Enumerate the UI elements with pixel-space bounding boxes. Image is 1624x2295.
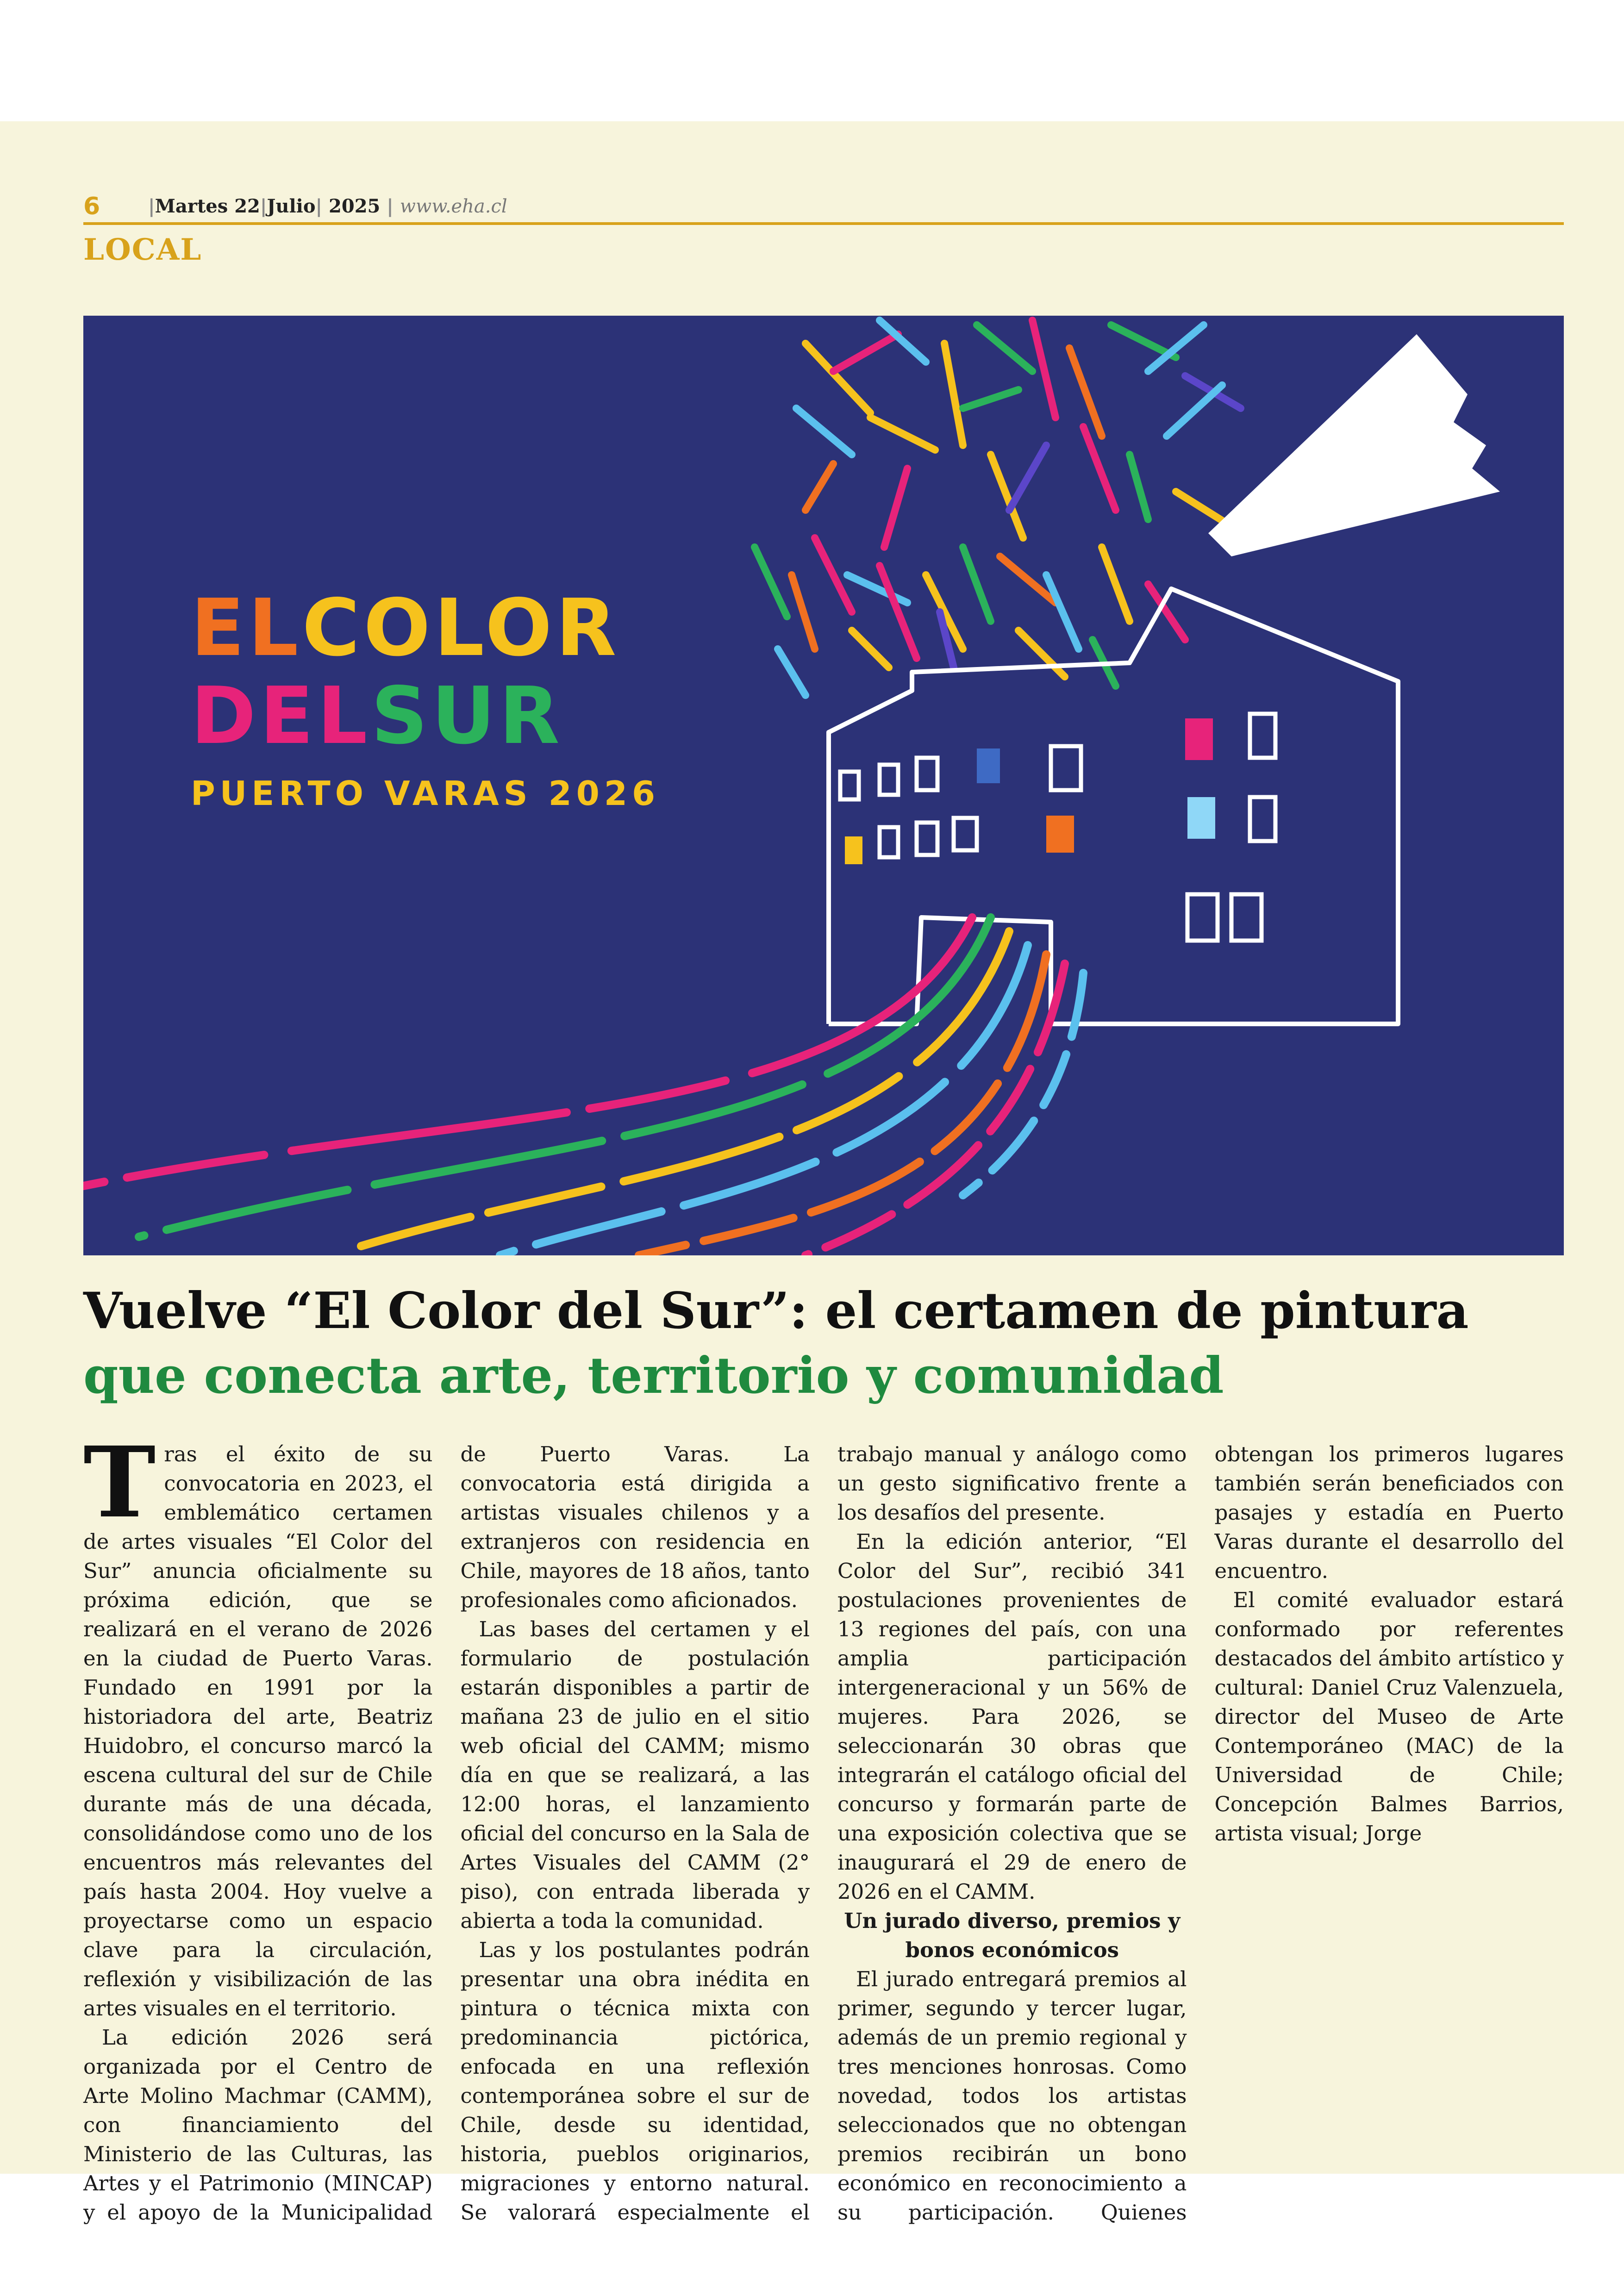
page-folio: [83, 191, 1564, 225]
folio-day: Martes: [155, 195, 228, 217]
headline-line-1: Vuelve “El Color del Sur”: el certamen de pintura: [83, 1282, 1469, 1340]
folio-year: 2025: [329, 195, 381, 217]
hero-illustration: [83, 316, 1564, 1255]
article-paragraph: Las y los postulantes podrán presentar una obra inédita en pintura o técnica mixta con predominancia pictórica, enfocada en una reflexión contemporánea sobre el sur de Chile, desde su identidad, historia, pueblos originarios, migraciones y entorno natural. Se valorará especialmente el trabajo manual y análogo como un gesto significativo frente a los desafíos del presente.: [460, 1442, 1187, 2225]
article-headline: [83, 1278, 1564, 1408]
article-paragraph: Las bases del certamen y el formulario de postulación estarán disponibles a partir de mañana 23 de julio en el sitio web oficial del CAMM; mismo día en que se realizará, a las 12:00 horas, el lanzamiento oficial del concurso en la Sala de Artes Visuales del CAMM (2° piso), con entrada liberada y abierta a toda la comunidad.: [460, 1617, 810, 1933]
page-number: 6: [83, 193, 100, 220]
article-paragraph: Tras el éxito de su convocatoria en 2023, el emblemático certamen de artes visuales “El Color del Sur” anuncia oficialmente su próxima edición, que se realizará en el verano de 2026 en la ciudad de Puerto Varas. Fundado en 1991 por la historiadora del arte, Beatriz Huidobro, el concurso marcó la escena cultural del sur de Chile durante más de una década, consolidándose como uno de los encuentros más relevantes del país hasta 2004. Hoy vuelve a proyectarse como un espacio clave para la circulación, reflexión y visibilización de las artes visuales en el territorio.: [83, 1425, 433, 2021]
folio-date-day: 22: [234, 195, 260, 217]
folio-meta: |Martes 22|Julio| 2025 | www.eha.cl: [148, 195, 507, 217]
article-paragraph: La edición 2026 será organizada por el Centro de Arte Molino Machmar (CAMM), con financiamiento del Ministerio de las Culturas, las Artes y el Patrimonio (MINCAP) y el apoyo de la Municipalidad de Puerto Varas. La convocatoria está dirigida a artistas visuales chilenos y a extranjeros con residencia en Chile, mayores de 18 años, tanto profesionales como aficionados.: [83, 1442, 810, 2225]
folio-month: Julio: [267, 195, 316, 217]
headline-line-2: que conecta arte, territorio y comunidad: [83, 1347, 1224, 1405]
article-paragraph: El jurado entregará premios al primer, segundo y tercer lugar, además de un premio regional y tres menciones honrosas. Como novedad, todos los artistas seleccionados que no obtengan premios recibirán un bono económico en reconocimiento a su participación. Quienes obtengan los primeros lugares también serán beneficiados con pasajes y estadía en Puerto Varas durante el desarrollo del encuentro.: [837, 1442, 1564, 2225]
logo-word-del: DEL: [191, 670, 371, 762]
logo-word-el: EL: [191, 582, 302, 674]
folio-website[interactable]: www.eha.cl: [400, 196, 507, 217]
article-subhead: Un jurado diverso, premios y bonos económicos: [844, 1908, 1181, 1962]
logo-subtitle: PUERTO VARAS 2026: [191, 774, 660, 813]
hero-logo: [191, 584, 660, 813]
article-body: [83, 1425, 1564, 2236]
drop-cap: T: [83, 1425, 156, 1540]
article-paragraph: En la edición anterior, “El Color del Sur”, recibió 341 postulaciones provenientes de 13 regiones del país, con una amplia participación intergeneracional y un 56% de mujeres. Para 2026, se seleccionarán 30 obras que integrarán el catálogo oficial del concurso y formarán parte de una exposición colectiva que se inaugurará el 29 de enero de 2026 en el CAMM.: [837, 1529, 1187, 1904]
article-paragraph: El comité evaluador estará conformado por referentes destacados del ámbito artístico y cultural: Daniel Cruz Valenzuela, director del Museo de Arte Contemporáneo (MAC) de la Universidad de Chile; Concepción Balmes Barrios, artista visual; Jorge: [1214, 1588, 1564, 1846]
logo-word-sur: SUR: [371, 670, 563, 762]
newspaper-page: [0, 121, 1624, 2225]
section-label: LOCAL: [83, 232, 202, 267]
logo-word-color: COLOR: [302, 582, 620, 674]
